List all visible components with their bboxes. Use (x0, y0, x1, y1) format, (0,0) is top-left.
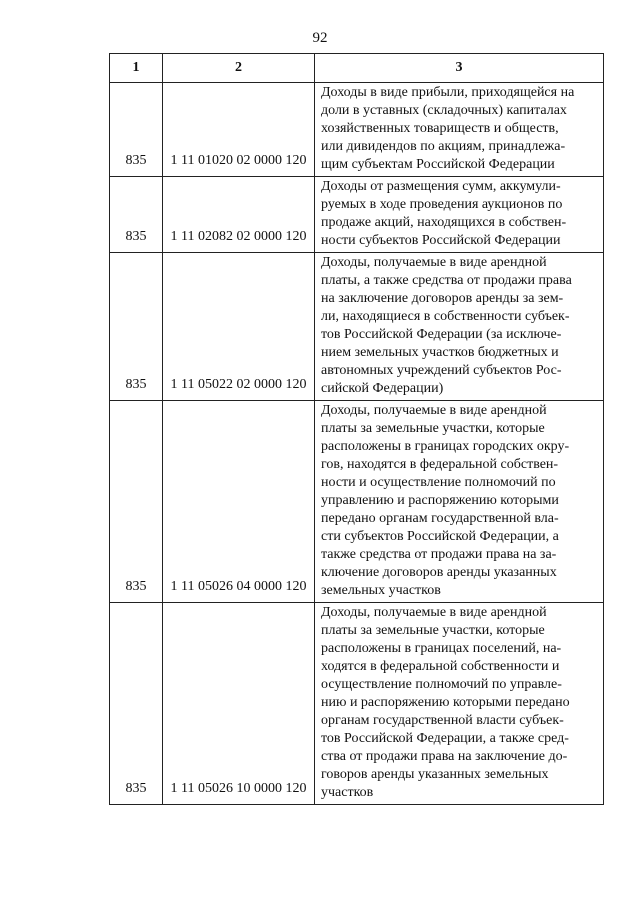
description-line: тов Российской Федерации (за исключе- (321, 327, 562, 342)
description-line: щим субъектам Российской Федерации (321, 157, 555, 172)
table-body (110, 83, 604, 805)
description-line: ства от продажи права на заключение до- (321, 749, 568, 764)
description-line: управлению и распоряжению которыми (321, 493, 559, 508)
description-line: расположены в границах городских окру- (321, 439, 570, 454)
admin-code-cell: 835 (110, 177, 163, 253)
description-line: платы, а также средства от продажи права (321, 273, 572, 288)
budget-classification-code-cell: 1 11 05026 10 0000 120 (163, 603, 315, 805)
description-line: нию и распоряжению которыми передано (321, 695, 570, 710)
page-number: 92 (312, 30, 328, 46)
table-row (110, 177, 604, 253)
description-line: участков (321, 785, 374, 800)
budget-classification-code-cell: 1 11 05026 04 0000 120 (163, 401, 315, 603)
description-line: говоров аренды указанных земельных (321, 767, 549, 782)
revenue-description-cell (315, 401, 604, 603)
description-line: нием земельных участков бюджетных и (321, 345, 559, 360)
header-col-2: 2 (163, 54, 315, 83)
revenue-codes-table (109, 53, 604, 805)
description-line: платы за земельные участки, которые (321, 623, 545, 638)
revenue-description-cell (315, 603, 604, 805)
description-line: сийской Федерации) (321, 381, 444, 396)
description-line: Доходы в виде прибыли, приходящейся на (321, 85, 575, 100)
description-line: на заключение договоров аренды за зем- (321, 291, 564, 306)
description-line: Доходы, получаемые в виде арендной (321, 255, 547, 270)
budget-classification-code-cell: 1 11 01020 02 0000 120 (163, 83, 315, 177)
description-line: платы за земельные участки, которые (321, 421, 545, 436)
table-row (110, 83, 604, 177)
description-line: Доходы, получаемые в виде арендной (321, 605, 547, 620)
description-line: гов, находятся в федеральной собствен- (321, 457, 559, 472)
revenue-description-cell (315, 177, 604, 253)
description-line: хозяйственных товариществ и обществ, (321, 121, 559, 136)
description-line: продаже акций, находящихся в собствен- (321, 215, 567, 230)
description-line: руемых в ходе проведения аукционов по (321, 197, 563, 212)
table-row (110, 253, 604, 401)
description-line: расположены в границах поселений, на- (321, 641, 562, 656)
description-line: Доходы, получаемые в виде арендной (321, 403, 547, 418)
header-col-3: 3 (315, 54, 604, 83)
description-line: сти субъектов Российской Федерации, а (321, 529, 559, 544)
description-line: ходятся в федеральной собственности и (321, 659, 560, 674)
description-line: доли в уставных (складочных) капиталах (321, 103, 567, 118)
description-line: или дивидендов по акциям, принадлежа- (321, 139, 566, 154)
description-line: ности субъектов Российской Федерации (321, 233, 561, 248)
table-row (110, 401, 604, 603)
description-line: тов Российской Федерации, а также сред- (321, 731, 569, 746)
description-line: ключение договоров аренды указанных (321, 565, 557, 580)
budget-classification-code-cell: 1 11 05022 02 0000 120 (163, 253, 315, 401)
table-header-row (110, 54, 604, 83)
description-line: автономных учреждений субъектов Рос- (321, 363, 562, 378)
admin-code-cell: 835 (110, 401, 163, 603)
description-line: также средства от продажи права на за- (321, 547, 557, 562)
description-line: передано органам государственной вла- (321, 511, 559, 526)
description-line: земельных участков (321, 583, 441, 598)
description-line: ли, находящиеся в собственности субъек- (321, 309, 570, 324)
admin-code-cell: 835 (110, 603, 163, 805)
admin-code-cell: 835 (110, 83, 163, 177)
revenue-description-cell (315, 253, 604, 401)
table-row (110, 603, 604, 805)
admin-code-cell: 835 (110, 253, 163, 401)
header-col-1: 1 (110, 54, 163, 83)
description-line: Доходы от размещения сумм, аккумули- (321, 179, 561, 194)
description-line: осуществление полномочий по управле- (321, 677, 562, 692)
description-line: органам государственной власти субъек- (321, 713, 564, 728)
revenue-description-cell (315, 83, 604, 177)
budget-classification-code-cell: 1 11 02082 02 0000 120 (163, 177, 315, 253)
description-line: ности и осуществление полномочий по (321, 475, 556, 490)
